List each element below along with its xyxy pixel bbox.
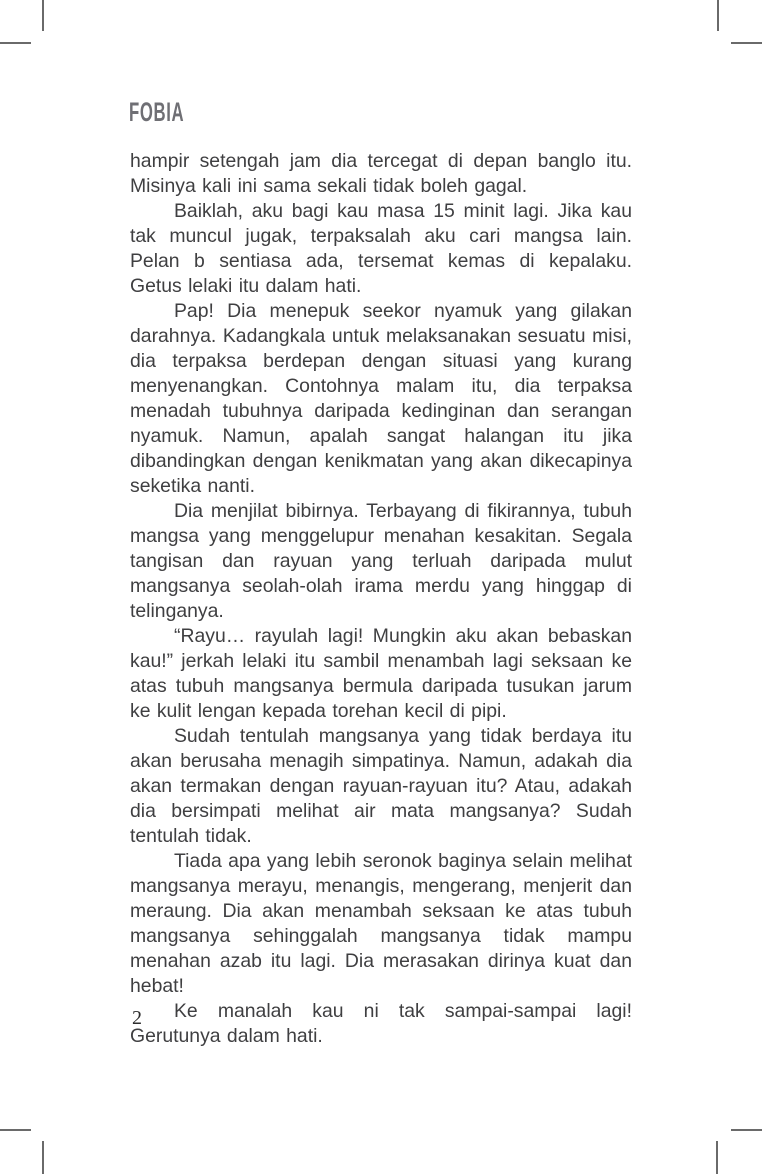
crop-mark-bottom-right-vertical (716, 1141, 718, 1174)
body-text-block (130, 149, 632, 1049)
paragraph: Ke manalah kau ni tak sampai-sampai lagi! Gerutunya dalam hati. (130, 1000, 632, 1047)
paragraph: Tiada apa yang lebih seronok baginya selain melihat mangsanya merayu, menangis, mengerang, menjerit dan meraung. Dia akan menambah seksaan ke atas tubuh mangsanya sehinggalah mangsanya tidak mampu menahan azab itu lagi. Dia merasakan dirinya kuat dan hebat! (130, 850, 632, 997)
crop-mark-bottom-left-horizontal (0, 1129, 31, 1131)
crop-mark-bottom-right-horizontal (731, 1129, 762, 1131)
paragraph: Sudah tentulah mangsanya yang tidak berdaya itu akan berusaha menagih simpatinya. Namun, adakah dia akan termakan dengan rayuan-rayuan itu? Atau, adakah dia bersimpati melihat air mata mangsanya? Sudah tentulah tidak. (130, 725, 632, 847)
paragraph: Baiklah, aku bagi kau masa 15 minit lagi. Jika kau tak muncul jugak, terpaksalah aku cari mangsa lain. Pelan b sentiasa ada, tersemat kemas di kepalaku. Getus lelaki itu dalam hati. (130, 200, 632, 297)
crop-mark-top-left-vertical (42, 0, 44, 31)
page-number: 2 (132, 1007, 142, 1029)
running-head-title: FOBIA (129, 97, 185, 127)
crop-mark-top-right-horizontal (731, 42, 762, 44)
crop-mark-top-left-horizontal (0, 42, 31, 44)
paragraph: Pap! Dia menepuk seekor nyamuk yang gilakan darahnya. Kadangkala untuk melaksanakan sesuatu misi, dia terpaksa berdepan dengan situasi yang kurang menyenangkan. Contohnya malam itu, dia terpaksa menadah tubuhnya daripada kedinginan dan serangan nyamuk. Namun, apalah sangat halangan itu jika dibandingkan dengan kenikmatan yang akan dikecapinya seketika nanti. (130, 300, 632, 497)
paragraph: hampir setengah jam dia tercegat di depan banglo itu. Misinya kali ini sama sekali tidak boleh gagal. (130, 150, 632, 197)
crop-mark-bottom-left-vertical (42, 1141, 44, 1174)
paragraph: Dia menjilat bibirnya. Terbayang di fikirannya, tubuh mangsa yang menggelupur menahan kesakitan. Segala tangisan dan rayuan yang terluah daripada mulut mangsanya seolah-olah irama merdu yang hinggap di telinganya. (130, 500, 632, 622)
crop-mark-top-right-vertical (717, 0, 719, 31)
paragraph: “Rayu… rayulah lagi! Mungkin aku akan bebaskan kau!” jerkah lelaki itu sambil menambah lagi seksaan ke atas tubuh mangsanya bermula daripada tusukan jarum ke kulit lengan kepada torehan kecil di pipi. (130, 625, 632, 722)
